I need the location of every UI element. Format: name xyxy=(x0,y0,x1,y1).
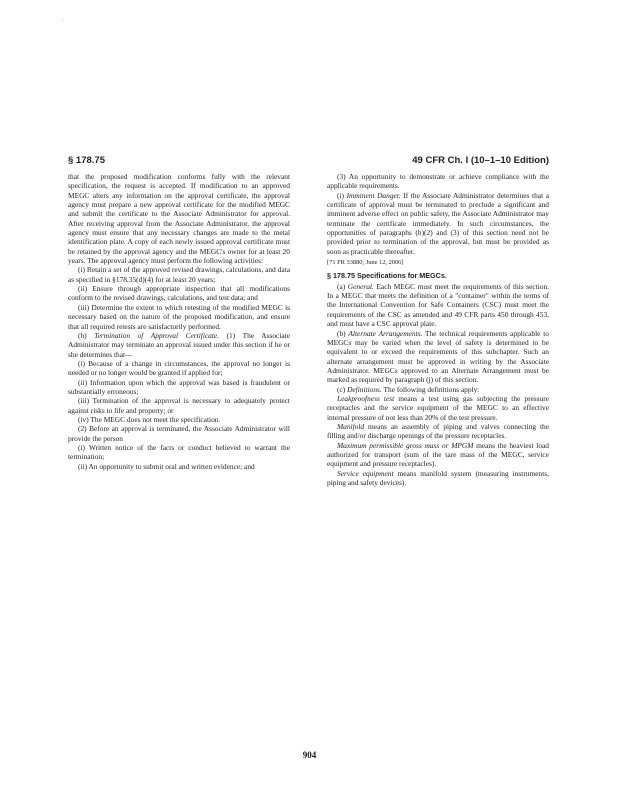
para-label: (c) xyxy=(337,384,348,394)
para-text: (1) The Associate Administrator may terminate an approval issued under this section if he or she determines that— xyxy=(68,330,291,359)
defined-term: Service equipment xyxy=(337,468,394,478)
paragraph: (i) Written notice of the facts or conduct believed to warrant the termination; xyxy=(68,442,290,462)
para-heading: Definitions. xyxy=(347,384,382,394)
paragraph-h xyxy=(68,331,290,359)
para-heading: Alternate Arrangements. xyxy=(348,328,423,338)
para-text: If the Associate Administrator determines that a certificate of approval must be terminated to preclude a significant and imminent adverse effect on public safety, the Associate Administrator may terminate the certificate immediately. In such circumstances, the opportunities of paragraphs (h)(2) and (3) of this section need not be provided prior to termination of the approval, but must be provided as soon as practicable thereafter. xyxy=(327,190,549,256)
paragraph-c xyxy=(327,385,549,394)
para-label: (i) xyxy=(337,190,347,200)
paragraph: (3) An opportunity to demonstrate or achieve compliance with the applicable requirements. xyxy=(327,172,549,191)
para-heading: Termination of Approval Certificate. xyxy=(94,330,220,340)
para-label: (a) xyxy=(337,281,348,291)
defined-term: Leakproofness test xyxy=(337,393,395,403)
paragraph: (2) Before an approval is terminated, the Associate Administrator will provide the person xyxy=(68,424,290,443)
para-text: The following definitions apply: xyxy=(381,384,480,394)
defined-term: Maximum permissible gross mass or MPGM xyxy=(337,440,474,450)
definition-text: means an assembly of piping and valves connecting the filling and/or discharge openings of the pressure receptacles. xyxy=(327,421,549,441)
section-number: § 178.75 xyxy=(68,155,105,166)
paragraph: (iii) Determine the extent to which retesting of the modified MEGC is necessary based on the nature of the proposed modification, and ensure that all required retests are satisfactorily performed. xyxy=(68,302,290,331)
para-label: (h) xyxy=(78,330,95,340)
left-column xyxy=(68,172,290,471)
paragraph: (ii) Information upon which the approval was based is fraudulent or substantially erroneous; xyxy=(68,377,290,396)
paragraph: (i) Retain a set of the approved revised drawings, calculations, and data as specified in §178.35(d)(4) for at least 20 years; xyxy=(68,265,290,284)
running-header xyxy=(68,155,549,169)
definition xyxy=(327,441,549,469)
para-text: The technical requirements applicable to MEGCs may be varied when the level of safety is determined to be equivalent to or exceed the requirements of this subchapter. Such an alternate arrangement must be approved in writing by the Associate Administrator. MEGCs approved to an Alternate Arrangement must be marked as required by paragraph (j) of this section. xyxy=(327,328,549,385)
definition-text: means manifold system (measuring instruments, piping and safety devices). xyxy=(327,468,549,487)
definition xyxy=(327,422,549,441)
definition-text: means a test using gas subjecting the pressure receptacles and the service equipment of the MEGC to an effective internal pressure of not less than 20% of the test pressure. xyxy=(327,393,549,422)
scan-speck: ' xyxy=(62,20,64,26)
para-heading: Imminent Danger. xyxy=(346,190,401,200)
right-column xyxy=(327,172,549,487)
definition-text: means the heaviest load authorized for transport (sum of the tare mass of the MEGC, service equipment and pressure receptacles). xyxy=(327,440,549,469)
paragraph: (ii) Ensure through appropriate inspection that all modifications conform to the revised drawings, calculations, and test data; and xyxy=(68,284,290,303)
paragraph: (i) Because of a change in circumstances, the approval no longer is needed or no longer would be granted if applied for; xyxy=(68,358,290,378)
citation: [71 FR 33880, June 12, 2006] xyxy=(327,259,404,267)
defined-term: Manifold xyxy=(337,421,365,431)
paragraph: (iii) Termination of the approval is necessary to adequately protect against risks to life and property; or xyxy=(68,396,290,415)
definition xyxy=(327,469,549,488)
volume-title: 49 CFR Ch. I (10–1–10 Edition) xyxy=(412,155,549,166)
para-text: Each MEGC must meet the requirements of this section. In a MEGC that meets the definition of a "container" within the terms of the International Convention for Safe Containers (CSC) must meet the requirements of the CSC as amended and 49 CFR parts 450 through 453, and must have a CSC approval plate. xyxy=(327,281,549,329)
paragraph-b xyxy=(327,329,549,385)
para-heading: General. xyxy=(347,281,374,291)
paragraph-i xyxy=(327,191,549,256)
para-label: (b) xyxy=(337,328,349,338)
paragraph: (iv) The MEGC does not meet the specification. xyxy=(78,414,221,424)
paragraph: (ii) An opportunity to submit oral and written evidence; and xyxy=(78,461,255,471)
definition xyxy=(327,394,549,422)
page-number: 904 xyxy=(302,750,317,760)
paragraph: that the proposed modification conforms fully with the relevant specification, the request is accepted. If modification to an approved MEGC alters any information on the approval certificate, the approval agency must prepare a new approval certificate for the modified MEGC and submit the certificate to the Associate Administrator for approval. After receiving approval from the Associate Administrator, the approval agency must ensure that any necessary changes are made to the metal identification plate. A copy of each newly issued approval certificate must be retained by the approval agency and the MEGC's owner for at least 20 years. The approval agency must perform the following activities: xyxy=(68,172,290,266)
section-heading: § 178.75 Specifications for MEGCs. xyxy=(327,271,447,281)
paragraph-a xyxy=(327,282,549,329)
